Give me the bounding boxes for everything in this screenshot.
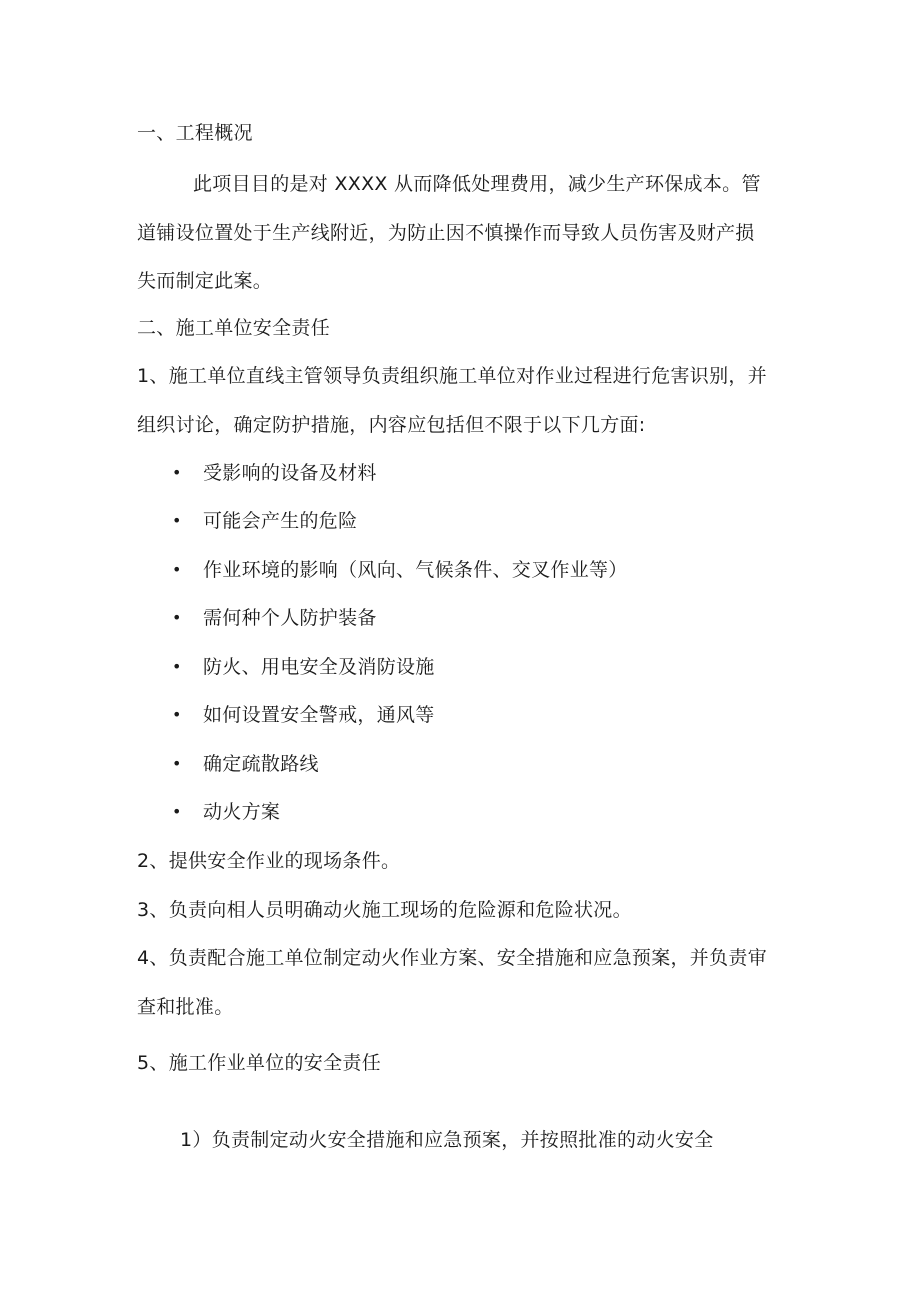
bullet-text: 动火方案 [203,801,281,823]
bullet-icon: • [172,754,182,773]
bullet-icon: • [172,657,182,676]
bullet-text: 确定疏散路线 [203,753,319,775]
bullet-icon: • [172,608,182,627]
bullet-text: 受影响的设备及材料 [203,462,377,484]
item-3: 3、负责向相人员明确动火施工现场的危险源和危险状况。 [137,899,632,921]
bullet-icon: • [172,511,182,530]
item-4-line-2: 查和批准。 [137,996,234,1018]
sub-item-1: 1）负责制定动火安全措施和应急预案，并按照批准的动火安全 [180,1129,714,1151]
bullet-icon: • [172,705,182,724]
section-heading-overview: 一、工程概况 [137,122,253,144]
item-1-line-2: 组织讨论，确定防护措施，内容应包括但不限于以下几方面: [137,414,646,436]
bullet-text: 防火、用电安全及消防设施 [203,656,435,678]
bullet-text: 可能会产生的危险 [203,510,358,532]
bullet-text: 如何设置安全警戒，通风等 [203,704,435,726]
item-1-line-1: 1、施工单位直线主管领导负责组织施工单位对作业过程进行危害识别，并 [137,365,767,387]
overview-paragraph-line-2: 道铺设位置处于生产线附近，为防止因不慎操作而导致人员伤害及财产损 [137,222,755,244]
item-2: 2、提供安全作业的现场条件。 [137,850,401,872]
overview-paragraph-line-1: 此项目目的是对 XXXX 从而降低处理费用，减少生产环保成本。管 [193,173,761,195]
bullet-icon: • [172,463,182,482]
bullet-text: 作业环境的影响（风向、气候条件、交叉作业等） [203,559,628,581]
bullet-icon: • [172,560,182,579]
item-4-line-1: 4、负责配合施工单位制定动火作业方案、安全措施和应急预案，并负责审 [137,947,767,969]
bullet-icon: • [172,802,182,821]
overview-paragraph-line-3: 失而制定此案。 [137,270,273,292]
item-5: 5、施工作业单位的安全责任 [137,1052,381,1074]
section-heading-safety-responsibility: 二、施工单位安全责任 [137,317,331,339]
bullet-text: 需何种个人防护装备 [203,607,377,629]
